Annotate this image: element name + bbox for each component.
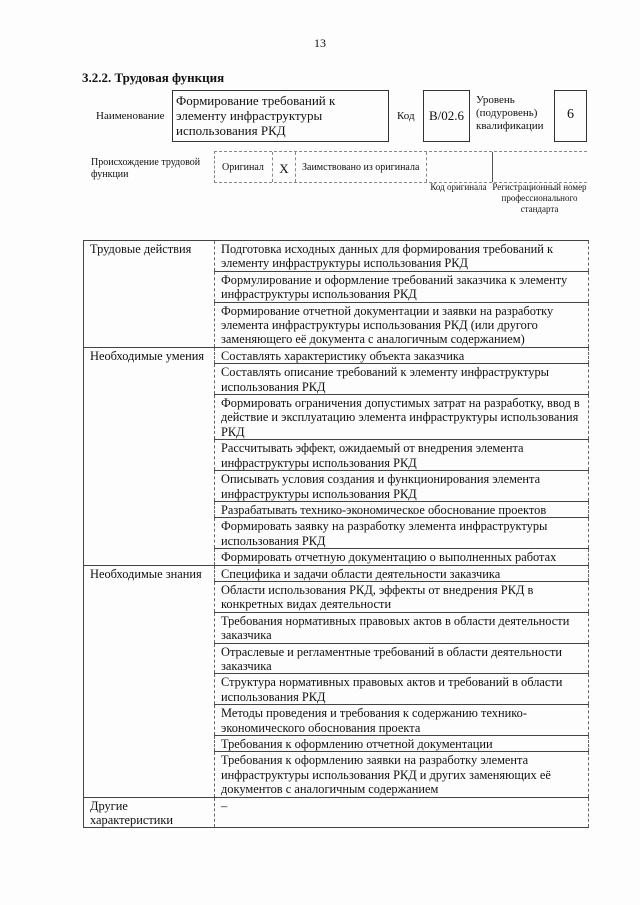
level-value: 6: [554, 90, 587, 142]
section-title-cell: Трудовые действия: [84, 241, 215, 348]
section-item: Области использования РКД, эффекты от внедрения РКД в конкретных видах деятельности: [215, 581, 589, 612]
section-item: Составлять описание требований к элементу инфраструктуры использования РКД: [215, 364, 589, 395]
origin-label: Происхождение трудовой функции: [91, 157, 201, 180]
code-value: В/02.6: [423, 90, 470, 142]
name-value: Формирование требований к элементу инфраструктуры использования РКД: [172, 90, 389, 142]
section-item: Требования к оформлению заявки на разработку элемента инфраструктуры использования РКД и других заменяющих её документов с аналогичным содержанием: [215, 752, 589, 797]
section-item: Требования к оформлению отчетной документации: [215, 736, 589, 752]
section-title-cell: Необходимые умения: [84, 347, 215, 565]
code-label: Код: [397, 110, 415, 122]
origin-mark-cell: [273, 152, 296, 182]
section-title-cell: Необходимые знания: [84, 565, 215, 797]
origin-box: [214, 151, 587, 183]
borrowed-label: Заимствовано из оригинала: [302, 162, 420, 173]
table-row: [84, 565, 589, 581]
section-title-cell: Другие характеристики: [84, 797, 215, 828]
origin-reg-cell: [493, 152, 586, 182]
section-item: Описывать условия создания и функционирования элемента инфраструктуры использования РКД: [215, 471, 589, 502]
section-item: Формировать ограничения допустимых затрат на разработку, ввод в действие и эксплуатацию элемента инфраструктуры использования РКД: [215, 395, 589, 440]
level-label: Уровень (подуровень) квалификации: [476, 94, 544, 132]
competency-table-body: [84, 241, 589, 828]
section-item: Формировать заявку на разработку элемента инфраструктуры использования РКД: [215, 518, 589, 549]
section-item: Формировать отчетную документацию о выполненных работах: [215, 549, 589, 565]
section-item: Требования нормативных правовых актов в области деятельности заказчика: [215, 612, 589, 643]
name-label: Наименование: [96, 110, 165, 122]
section-item: Разрабатывать технико-экономическое обоснование проектов: [215, 501, 589, 517]
table-row: [84, 347, 589, 363]
section-item: Составлять характеристику объекта заказчика: [215, 347, 589, 363]
competency-table: [83, 240, 589, 828]
section-item: Формирование отчетной документации и заявки на разработку элемента инфраструктуры использования РКД (или другого заменяющего её документа с аналогичным содержанием): [215, 302, 589, 347]
origin-original-cell: [215, 152, 273, 182]
reg-caption: Регистрационный номер профессионального стандарта: [492, 182, 587, 214]
section-item: –: [215, 797, 589, 828]
section-item: Отраслевые и регламентные требований в области деятельности заказчика: [215, 643, 589, 674]
origin-code-cell: [427, 152, 493, 182]
page-number: 13: [314, 36, 326, 50]
code-caption: Код оригинала: [430, 182, 487, 192]
section-item: Формулирование и оформление требований заказчика к элементу инфраструктуры использования РКД: [215, 271, 589, 302]
table-row: [84, 797, 589, 828]
original-label: Оригинал: [222, 162, 264, 173]
original-mark: X: [279, 161, 289, 176]
origin-borrowed-cell: [296, 152, 427, 182]
section-item: Рассчитывать эффект, ожидаемый от внедрения элемента инфраструктуры использования РКД: [215, 440, 589, 471]
section-item: Специфика и задачи области деятельности заказчика: [215, 565, 589, 581]
section-item: Подготовка исходных данных для формирования требований к элементу инфраструктуры использования РКД: [215, 241, 589, 272]
section-item: Структура нормативных правовых актов и требований в области использования РКД: [215, 674, 589, 705]
table-row: [84, 241, 589, 272]
section-item: Методы проведения и требования к содержанию технико-экономического обоснования проекта: [215, 705, 589, 736]
section-title: 3.2.2. Трудовая функция: [82, 70, 225, 85]
